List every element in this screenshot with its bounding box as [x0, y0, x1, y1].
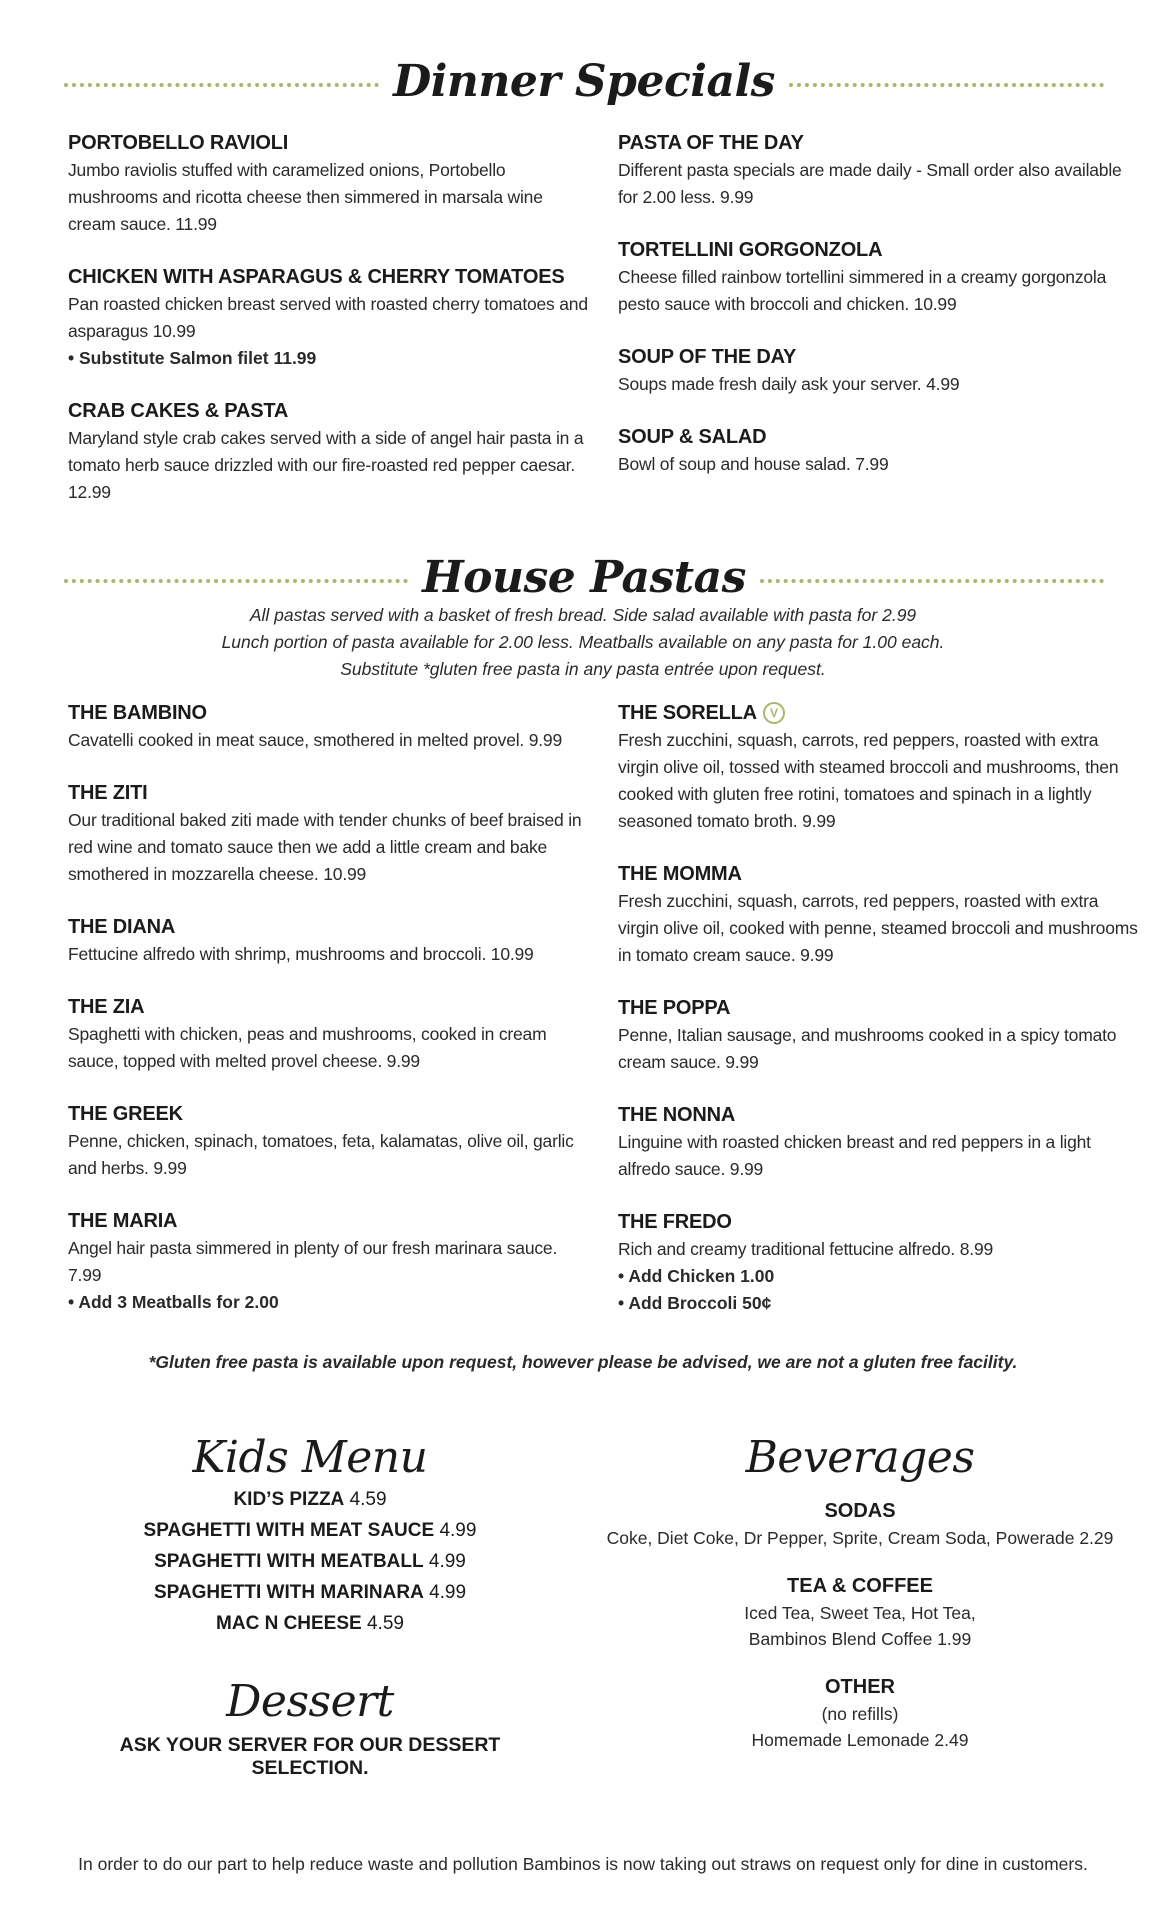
beverage-group [600, 1498, 1120, 1551]
dinner-specials-right-column [618, 130, 1138, 504]
beverage-group [600, 1573, 1120, 1652]
dinner-specials-title: Dinner Specials [393, 56, 775, 107]
item-addon: • Add Broccoli 50¢ [618, 1293, 772, 1313]
item-description: Linguine with roasted chicken breast and red peppers in a light alfredo sauce. 9.99 [618, 1132, 1091, 1179]
kids-item-name: SPAGHETTI WITH MEATBALL [154, 1551, 424, 1572]
dessert-section [60, 1676, 560, 1780]
kids-item-price: 4.59 [366, 1613, 404, 1634]
item-description: Rich and creamy traditional fettucine alfredo. 8.99 [618, 1239, 994, 1259]
item-description: Penne, Italian sausage, and mushrooms cooked in a spicy tomato cream sauce. 9.99 [618, 1025, 1117, 1072]
item-name: PORTOBELLO RAVIOLI [68, 132, 289, 154]
item-description: Cavatelli cooked in meat sauce, smothered in melted provel. 9.99 [68, 730, 562, 750]
item-name: PASTA OF THE DAY [618, 132, 804, 154]
kids-menu-section [60, 1432, 560, 1639]
gluten-free-note: *Gluten free pasta is available upon request, however please be advised, we are not a gluten free facility. [148, 1352, 1018, 1372]
kids-item [60, 1515, 560, 1546]
menu-item [618, 700, 1138, 835]
vegetarian-icon: V [763, 702, 785, 724]
menu-item [68, 130, 588, 238]
item-description: Jumbo raviolis stuffed with caramelized onions, Portobello mushrooms and ricotta cheese then simmered in marsala wine cream sauce. 11.99 [68, 160, 543, 234]
item-name: THE ZIA [68, 996, 145, 1018]
beverage-line: (no refills) [821, 1704, 899, 1724]
divider-dots [64, 83, 379, 87]
beverages-title: Beverages [745, 1432, 975, 1483]
item-addon: • Add Chicken 1.00 [618, 1266, 775, 1286]
item-name: THE FREDO [618, 1211, 732, 1233]
item-name: THE MOMMA [618, 863, 742, 885]
menu-item [68, 780, 588, 888]
item-name: CRAB CAKES & PASTA [68, 400, 289, 422]
item-addon: • Add 3 Meatballs for 2.00 [68, 1292, 279, 1312]
item-description: Cheese filled rainbow tortellini simmered in a creamy gorgonzola pesto sauce with broccoli and chicken. 10.99 [618, 267, 1107, 314]
item-description: Bowl of soup and house salad. 7.99 [618, 454, 889, 474]
menu-item [68, 398, 588, 506]
menu-item [618, 995, 1138, 1076]
menu-item [68, 700, 588, 754]
menu-item [68, 914, 588, 968]
item-name: SOUP & SALAD [618, 426, 767, 448]
item-name: TORTELLINI GORGONZOLA [618, 239, 883, 261]
item-description: Angel hair pasta simmered in plenty of our fresh marinara sauce. 7.99 [68, 1238, 558, 1285]
kids-item [60, 1608, 560, 1639]
menu-item [618, 1209, 1138, 1317]
kids-item-name: MAC N CHEESE [216, 1613, 362, 1634]
kids-item-price: 4.99 [429, 1582, 467, 1603]
menu-item [68, 264, 588, 372]
menu-item [618, 237, 1138, 318]
dinner-specials-left-column [68, 130, 588, 532]
item-name: THE MARIA [68, 1210, 178, 1232]
footer-note: In order to do our part to help reduce waste and pollution Bambinos is now taking out straws on request only for dine in customers. [78, 1854, 1088, 1874]
item-name: THE NONNA [618, 1104, 736, 1126]
menu-item [68, 1208, 588, 1316]
item-name-text: THE SORELLA [618, 702, 757, 724]
menu-item [68, 994, 588, 1075]
menu-item [618, 130, 1138, 211]
item-addon: • Substitute Salmon filet 11.99 [68, 348, 317, 368]
dessert-title: Dessert [226, 1676, 394, 1727]
item-name: THE GREEK [68, 1103, 183, 1125]
kids-item-price: 4.99 [428, 1551, 466, 1572]
item-description: Fettucine alfredo with shrimp, mushrooms and broccoli. 10.99 [68, 944, 534, 964]
kids-item [60, 1546, 560, 1577]
menu-item [618, 861, 1138, 969]
beverage-group-name: SODAS [824, 1500, 896, 1522]
item-name: THE DIANA [68, 916, 176, 938]
beverage-group-name: TEA & COFFEE [787, 1575, 933, 1597]
house-pastas-header [64, 552, 1104, 603]
dinner-specials-header [64, 56, 1104, 107]
kids-item-name: SPAGHETTI WITH MEAT SAUCE [143, 1520, 435, 1541]
kids-item-name: SPAGHETTI WITH MARINARA [153, 1582, 424, 1603]
house-pastas-intro-2: Lunch portion of pasta available for 2.00 less. Meatballs available on any pasta for 1.00 each. [221, 632, 945, 652]
house-pastas-right-column [618, 700, 1138, 1343]
item-name: THE ZITI [68, 782, 148, 804]
item-description: Soups made fresh daily ask your server. 4.99 [618, 374, 960, 394]
item-name: SOUP OF THE DAY [618, 346, 797, 368]
kids-item-price: 4.99 [439, 1520, 477, 1541]
beverage-line: Bambinos Blend Coffee 1.99 [748, 1629, 972, 1649]
item-description: Penne, chicken, spinach, tomatoes, feta, kalamatas, olive oil, garlic and herbs. 9.99 [68, 1131, 574, 1178]
item-name: CHICKEN WITH ASPARAGUS & CHERRY TOMATOES [68, 266, 565, 288]
item-name: THE BAMBINO [68, 702, 207, 724]
item-description: Spaghetti with chicken, peas and mushrooms, cooked in cream sauce, topped with melted provel cheese. 9.99 [68, 1024, 547, 1071]
house-pastas-intro-3: Substitute *gluten free pasta in any pasta entrée upon request. [340, 659, 826, 679]
beverage-line: Homemade Lemonade 2.49 [751, 1730, 969, 1750]
house-pastas-left-column [68, 700, 588, 1342]
beverages-section [600, 1432, 1120, 1775]
kids-item [60, 1484, 560, 1515]
divider-dots [64, 579, 408, 583]
menu-item [68, 1101, 588, 1182]
house-pastas-title: House Pastas [422, 552, 746, 603]
item-description: Maryland style crab cakes served with a side of angel hair pasta in a tomato herb sauce drizzled with our fire-roasted red pepper caesar. 12.99 [68, 428, 584, 502]
kids-item-price: 4.59 [349, 1489, 387, 1510]
menu-item [618, 1102, 1138, 1183]
item-name [618, 700, 1138, 727]
kids-item [60, 1577, 560, 1608]
divider-dots [789, 83, 1104, 87]
item-description: Our traditional baked ziti made with tender chunks of beef braised in red wine and tomato sauce then we add a little cream and bake smothered in mozzarella cheese. 10.99 [68, 810, 582, 884]
item-description: Fresh zucchini, squash, carrots, red peppers, roasted with extra virgin olive oil, cooked with penne, steamed broccoli and mushrooms in tomato cream sauce. 9.99 [618, 891, 1138, 965]
item-name: THE POPPA [618, 997, 731, 1019]
dessert-line: ASK YOUR SERVER FOR OUR DESSERT SELECTION. [119, 1734, 501, 1779]
beverage-group-name: OTHER [825, 1676, 895, 1698]
beverage-line: Coke, Diet Coke, Dr Pepper, Sprite, Cream Soda, Powerade 2.29 [606, 1528, 1114, 1548]
kids-item-name: KID’S PIZZA [233, 1489, 345, 1510]
beverage-group [600, 1674, 1120, 1753]
menu-item [618, 344, 1138, 398]
beverage-line: Iced Tea, Sweet Tea, Hot Tea, [744, 1603, 976, 1623]
divider-dots [760, 579, 1104, 583]
kids-menu-title: Kids Menu [192, 1432, 428, 1483]
item-description: Different pasta specials are made daily - Small order also available for 2.00 less. 9.99 [618, 160, 1122, 207]
item-description: Pan roasted chicken breast served with roasted cherry tomatoes and asparagus 10.99 [68, 294, 588, 341]
house-pastas-intro-1: All pastas served with a basket of fresh bread. Side salad available with pasta for 2.99 [249, 605, 917, 625]
item-description: Fresh zucchini, squash, carrots, red peppers, roasted with extra virgin olive oil, tossed with steamed broccoli and mushrooms, then cooked with gluten free rotini, tomatoes and spinach in a lightly seasoned tomato broth. 9.99 [618, 730, 1119, 831]
menu-item [618, 424, 1138, 478]
